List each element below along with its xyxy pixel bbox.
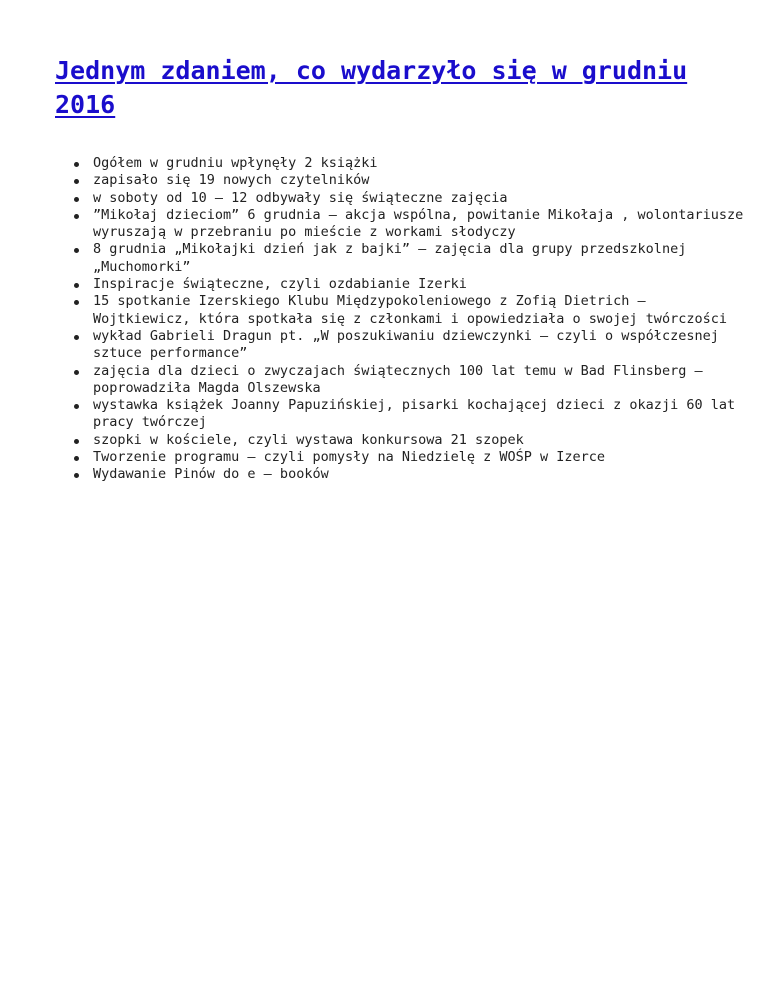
- bullet-icon: [74, 370, 79, 375]
- list-item-text: Wydawanie Pinów do e – booków: [93, 466, 329, 483]
- list-item-text: Tworzenie programu – czyli pomysły na Niedzielę z WOŚP w Izerce: [93, 449, 606, 466]
- list-item-text: wystawka książek Joanny Papuzińskiej, pisarki kochającej dzieci z okazji 60 lat pracy twórczej: [93, 397, 736, 431]
- list-item: [93, 190, 745, 207]
- list-item-text: Inspiracje świąteczne, czyli ozdabianie Izerki: [93, 276, 467, 293]
- list-item: [93, 293, 745, 328]
- list-item: [93, 155, 745, 172]
- list-item-text: ”Mikołaj dzieciom” 6 grudnia – akcja wspólna, powitanie Mikołaja , wolontariusze wyruszają w przebraniu po mieście z workami słodyczy: [93, 206, 744, 241]
- list-item: [93, 207, 745, 242]
- article-title-link[interactable]: Jednym zdaniem, co wydarzyło się w grudniu 2016: [55, 56, 688, 119]
- list-item-text: 15 spotkanie Izerskiego Klubu Międzypokoleniowego z Zofią Dietrich – Wojtkiewicz, która spotkała się z członkami i opowiedziała o swojej twórczości: [93, 293, 727, 327]
- bullet-icon: [74, 439, 79, 444]
- list-item-text: szopki w kościele, czyli wystawa konkursowa 21 szopek: [93, 431, 524, 448]
- list-item-text: zajęcia dla dzieci o zwyczajach świątecznych 100 lat temu w Bad Flinsberg – poprowadziła Magda Olszewska: [93, 362, 703, 396]
- list-item: [93, 363, 745, 398]
- bullet-icon: [74, 214, 79, 219]
- list-item: [93, 276, 745, 293]
- bullet-icon: [74, 283, 79, 288]
- event-list: [55, 155, 745, 484]
- bullet-icon: [74, 456, 79, 461]
- list-item-text: zapisało się 19 nowych czytelników: [93, 172, 370, 189]
- list-item: [93, 449, 745, 466]
- bullet-icon: [74, 404, 79, 409]
- list-item: [93, 397, 745, 432]
- list-item-text: 8 grudnia „Mikołajki dzień jak z bajki” – zajęcia dla grupy przedszkolnej „Muchomorki”: [93, 241, 687, 275]
- list-item: [93, 328, 745, 363]
- list-item: [93, 172, 745, 189]
- bullet-icon: [74, 179, 79, 184]
- bullet-icon: [74, 300, 79, 305]
- list-item: [93, 466, 745, 483]
- bullet-icon: [74, 335, 79, 340]
- bullet-icon: [74, 162, 79, 167]
- list-item: [93, 241, 745, 276]
- list-item-text: w soboty od 10 – 12 odbywały się świąteczne zajęcia: [93, 189, 508, 206]
- list-item-text: wykład Gabrieli Dragun pt. „W poszukiwaniu dziewczynki – czyli o współczesnej sztuce performance”: [93, 327, 719, 362]
- bullet-icon: [74, 473, 79, 478]
- list-item-text: Ogółem w grudniu wpłynęły 2 książki: [93, 155, 378, 171]
- article: [55, 54, 745, 484]
- bullet-icon: [74, 197, 79, 202]
- list-item: [93, 432, 745, 449]
- bullet-icon: [74, 248, 79, 253]
